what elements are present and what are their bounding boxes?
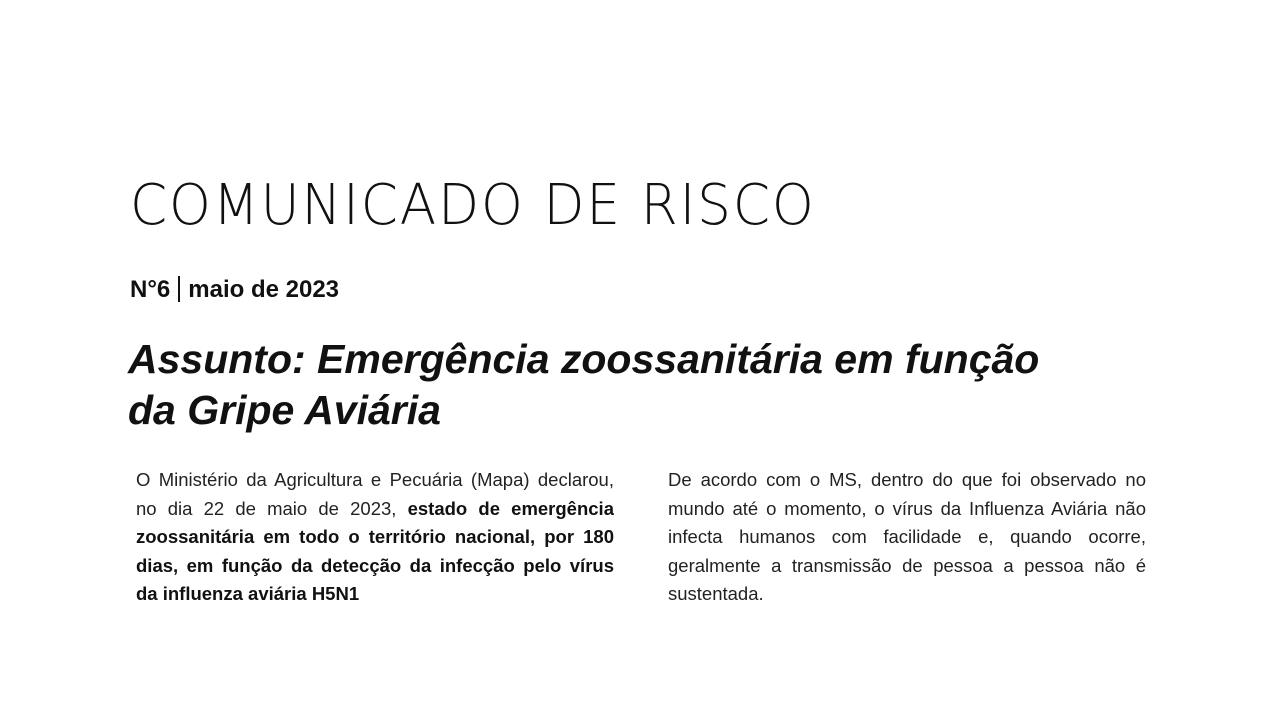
left-column-text (136, 466, 614, 614)
subject-line-2: da Gripe Aviária (128, 387, 441, 433)
left-column-bold: estado de emergência zoossanitária em todo o território nacional, por 180 dias, em função da detecção da infecção pelo vírus da influenza aviária H5N1 (136, 497, 614, 605)
issue-separator (178, 276, 180, 302)
subject-line-1: Assunto: Emergência zoossanitária em função (128, 336, 1040, 382)
document-title (130, 173, 816, 238)
left-column-intro: O Ministério da Agricultura e Pecuária (Mapa) declarou, no dia 22 de maio de 2023, (136, 469, 614, 519)
right-column-text (668, 466, 1146, 609)
issue-number: N°6 (130, 276, 171, 303)
document-title-text: COMUNICADO DE RISCO (130, 173, 816, 238)
issue-line (130, 276, 339, 305)
subject-heading (128, 334, 1138, 436)
right-column-paragraph: De acordo com o MS, dentro do que foi observado no mundo até o momento, o vírus da Influenza Aviária não infecta humanos com facilidade e, quando ocorre, geralmente a transmissão de pessoa a pessoa não é sustentada. (668, 469, 1146, 605)
issue-date: maio de 2023 (188, 276, 340, 303)
